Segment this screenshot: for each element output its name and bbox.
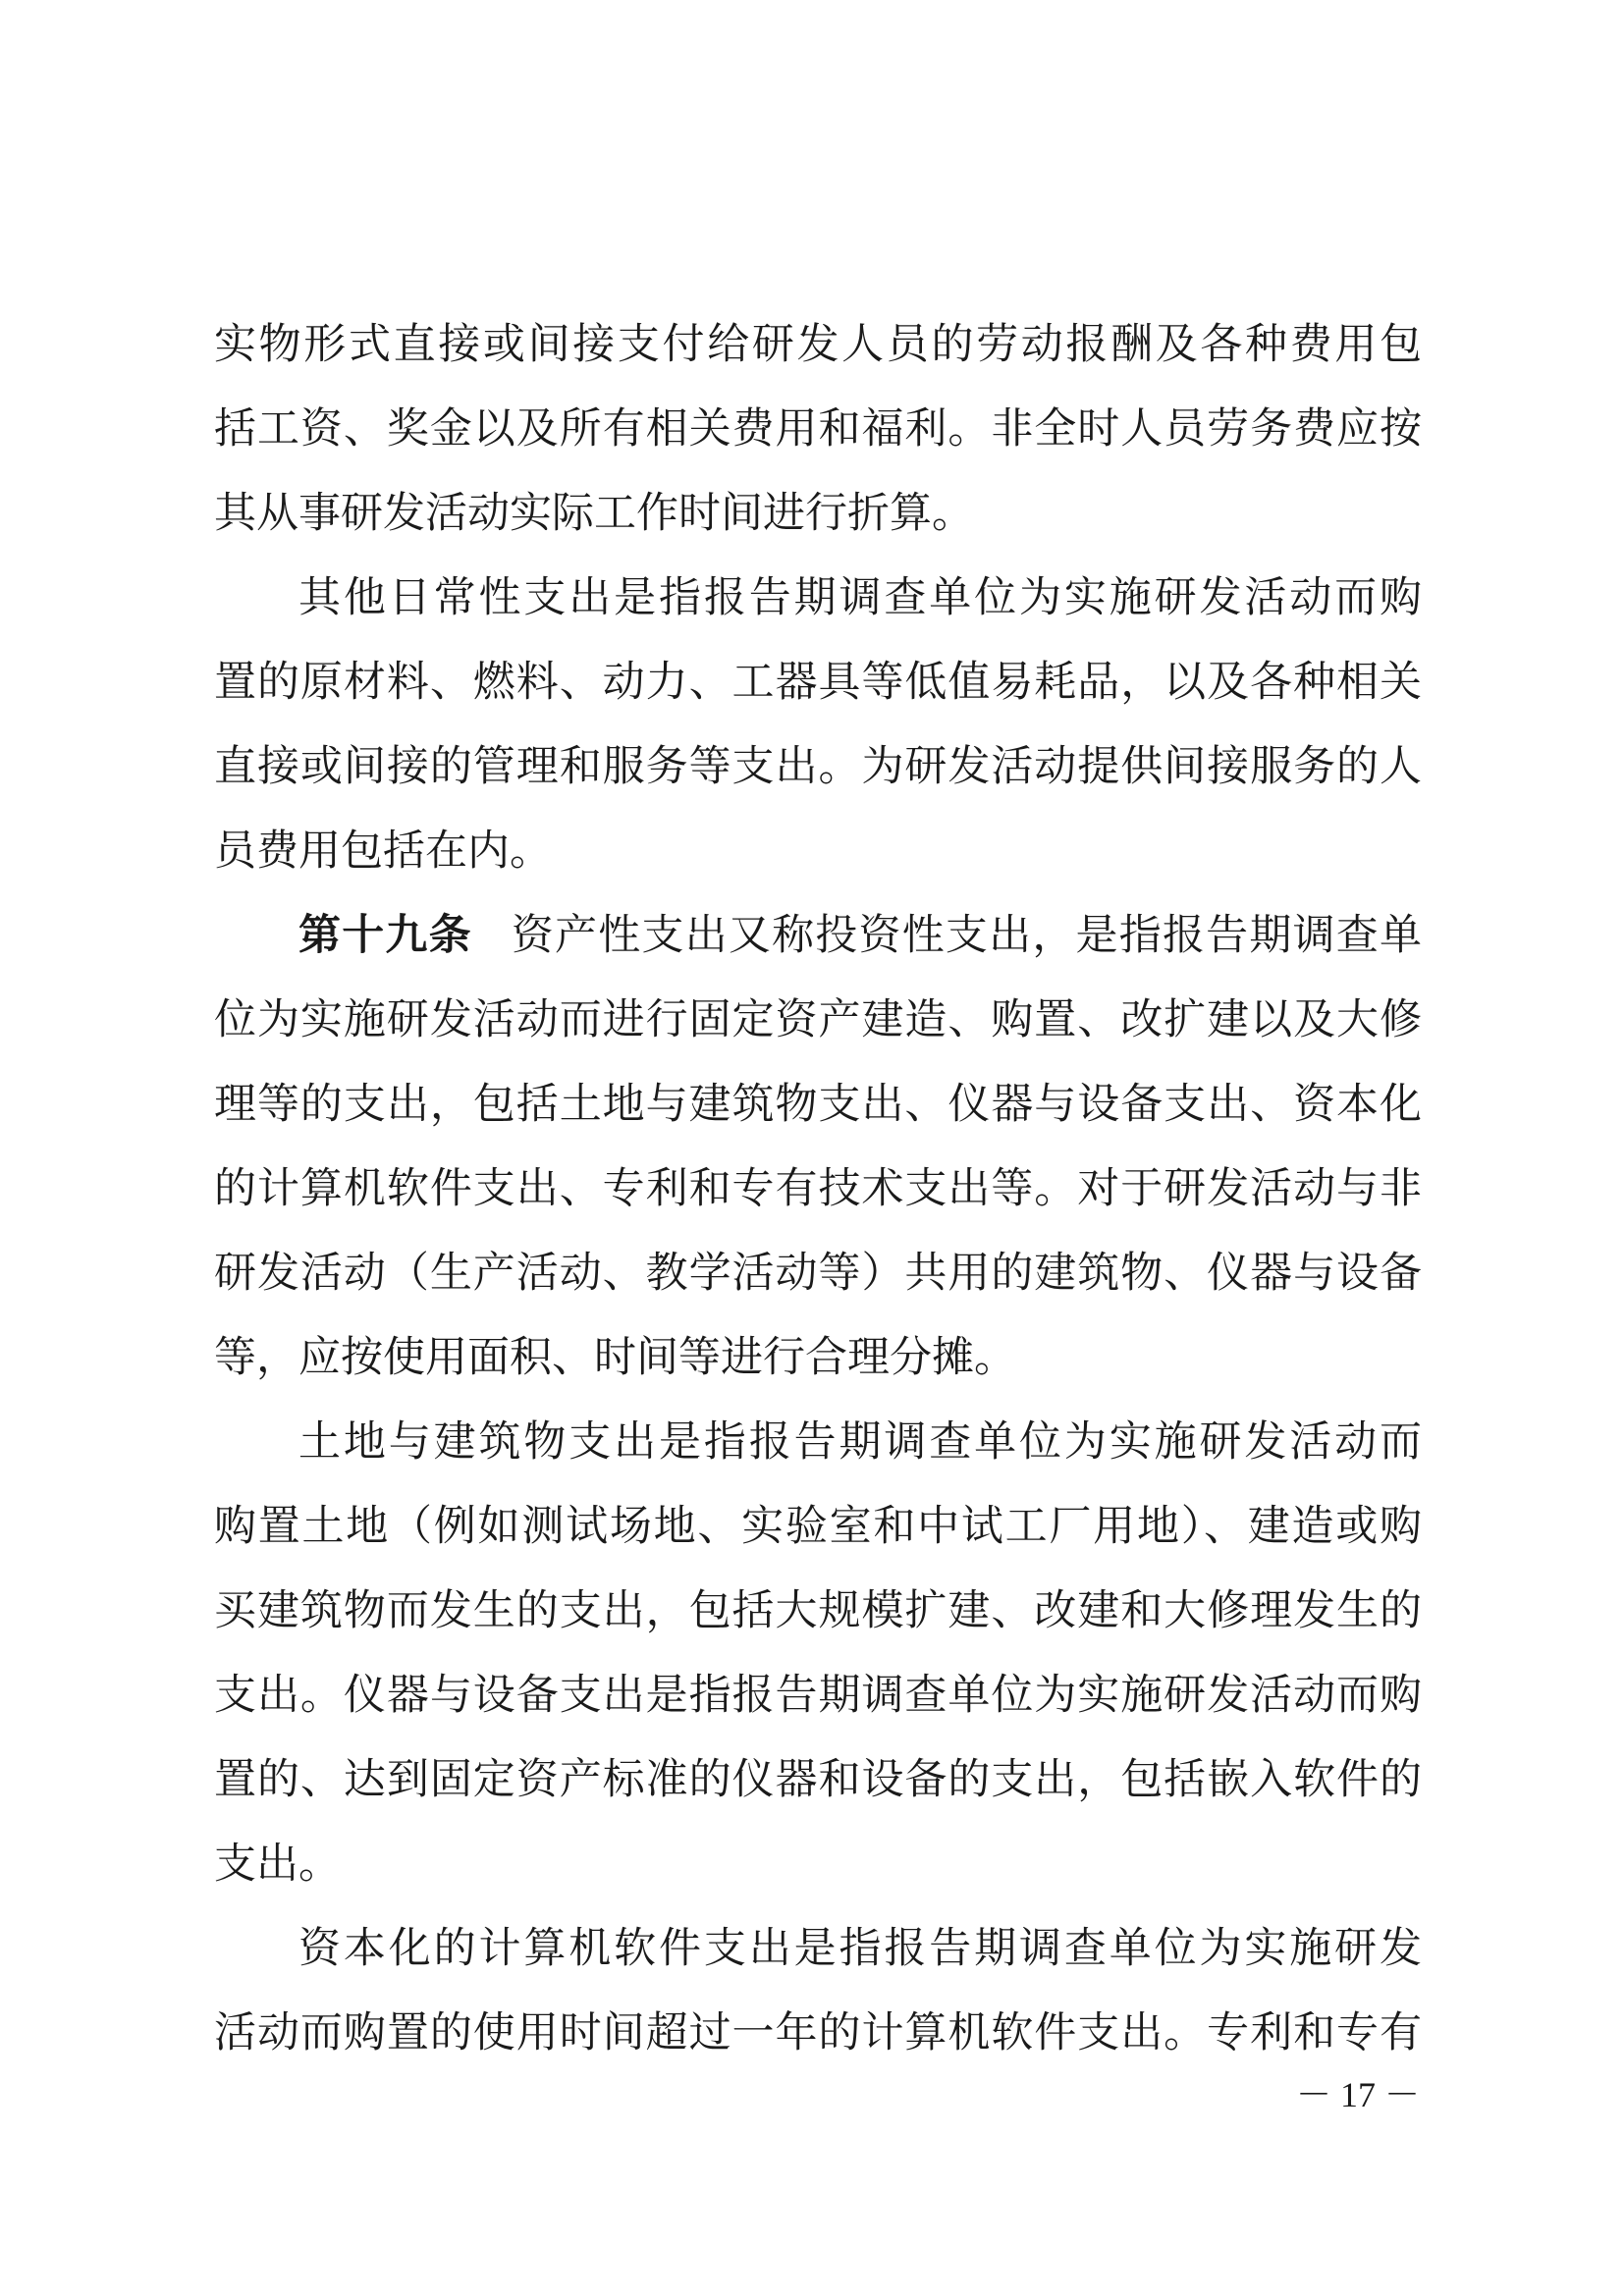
text-line: 支出。 (214, 1840, 341, 1889)
text-line: 研发活动（生产活动、教学活动等）共用的建筑物、仪器与设备 (214, 1249, 1422, 1298)
text-line: 活动而购置的使用时间超过一年的计算机软件支出。专利和专有 (214, 2008, 1422, 2057)
body-text (214, 302, 1422, 2075)
text-line: 买建筑物而发生的支出，包括大规模扩建、改建和大修理发生的 (214, 1586, 1422, 1635)
text-line: 直接或间接的管理和服务等支出。为研发活动提供间接服务的人 (214, 742, 1422, 791)
text-line: 购置土地（例如测试场地、实验室和中试工厂用地）、建造或购 (214, 1502, 1422, 1551)
text-line: 土地与建筑物支出是指报告期调查单位为实施研发活动而 (298, 1417, 1422, 1467)
text-line: 实物形式直接或间接支付给研发人员的劳动报酬及各种费用包 (214, 320, 1422, 369)
text-line: 理等的支出，包括土地与建筑物支出、仪器与设备支出、资本化 (214, 1080, 1422, 1129)
text-line: 其他日常性支出是指报告期调查单位为实施研发活动而购 (298, 573, 1422, 622)
paragraph-1 (214, 302, 1422, 556)
text-line: 置的、达到固定资产标准的仪器和设备的支出，包括嵌入软件的 (214, 1755, 1422, 1804)
text-line: 等，应按使用面积、时间等进行合理分摊。 (214, 1333, 1016, 1382)
text-line: 置的原材料、燃料、动力、工器具等低值易耗品，以及各种相关 (214, 658, 1422, 707)
article-text: 资产性支出又称投资性支出，是指报告期调查单 (511, 911, 1423, 960)
paragraph-2 (214, 556, 1422, 893)
text-line: 括工资、奖金以及所有相关费用和福利。非全时人员劳务费应按 (214, 404, 1422, 454)
text-line: 资本化的计算机软件支出是指报告期调查单位为实施研发 (298, 1924, 1422, 1973)
paragraph-4 (214, 1400, 1422, 1906)
text-line: 的计算机软件支出、专利和专有技术支出等。对于研发活动与非 (214, 1164, 1422, 1213)
text-line: 位为实施研发活动而进行固定资产建造、购置、改扩建以及大修 (214, 995, 1422, 1044)
text-line: 员费用包括在内。 (214, 827, 552, 876)
paragraph-5 (214, 1906, 1422, 2075)
text-line (214, 893, 1422, 978)
page-number: － 17 － (1295, 2075, 1420, 2114)
paragraph-article-19 (214, 893, 1422, 1400)
text-line: 其从事研发活动实际工作时间进行折算。 (214, 489, 974, 538)
text-line: 支出。仪器与设备支出是指报告期调查单位为实施研发活动而购 (214, 1671, 1422, 1720)
article-label: 第十九条 (298, 911, 472, 960)
